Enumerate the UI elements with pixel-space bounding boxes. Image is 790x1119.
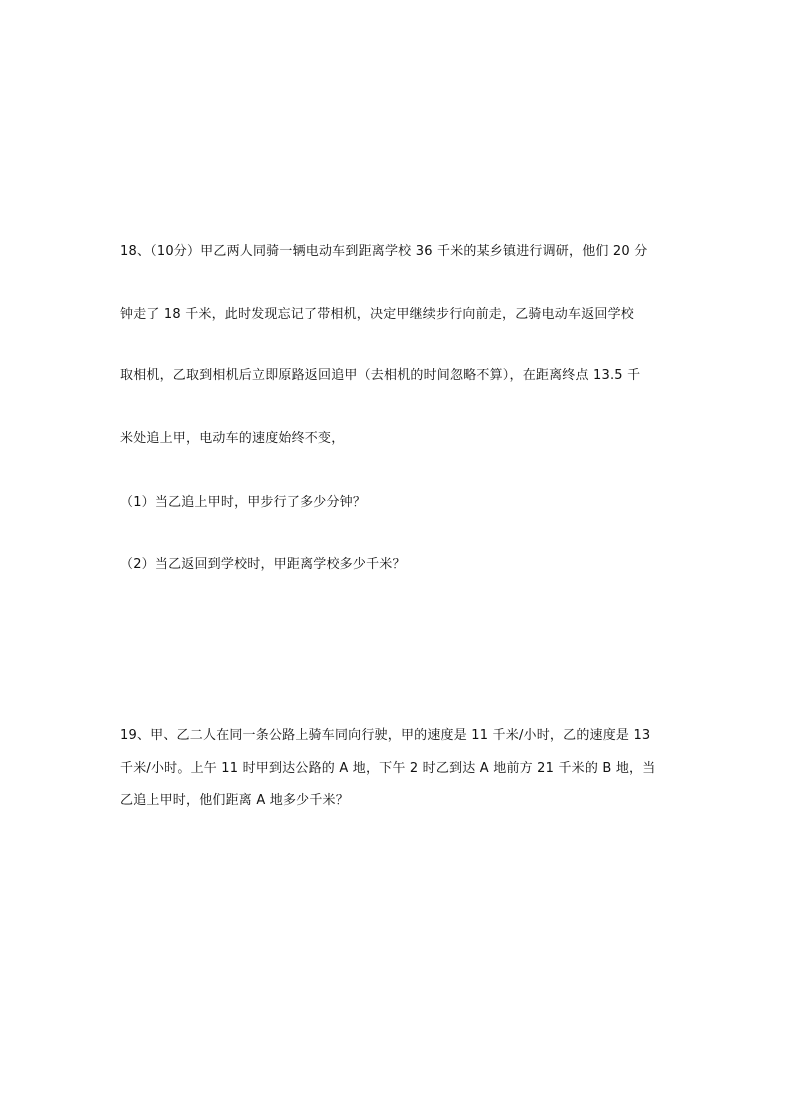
problem-19-line-2: 千米/小时。上午 11 时甲到达公路的 A 地，下午 2 时乙到达 A 地前方 21 千米的 B 地，当 — [120, 761, 656, 776]
problem-18-line-3: 取相机，乙取到相机后立即原路返回追甲（去相机的时间忽略不算），在距离终点 13.5 千 — [120, 368, 641, 383]
problem-19-line-3: 乙追上甲时，他们距离 A 地多少千米？ — [120, 793, 349, 808]
problem-18-line-1: 18、（10分）甲乙两人同骑一辆电动车到距离学校 36 千米的某乡镇进行调研，他们 20 分 — [120, 244, 648, 259]
problem-18-question-1: （1）当乙追上甲时，甲步行了多少分钟？ — [120, 495, 367, 510]
problem-19-line-1: 19、甲、乙二人在同一条公路上骑车同向行驶，甲的速度是 11 千米/小时，乙的速度是 13 — [120, 728, 651, 743]
problem-18-line-2: 钟走了 18 千米，此时发现忘记了带相机，决定甲继续步行向前走，乙骑电动车返回学校 — [120, 307, 635, 322]
problem-18-question-2: （2）当乙返回到学校时，甲距离学校多少千米？ — [120, 557, 406, 572]
problem-18-line-4: 米处追上甲，电动车的速度始终不变， — [120, 431, 345, 446]
